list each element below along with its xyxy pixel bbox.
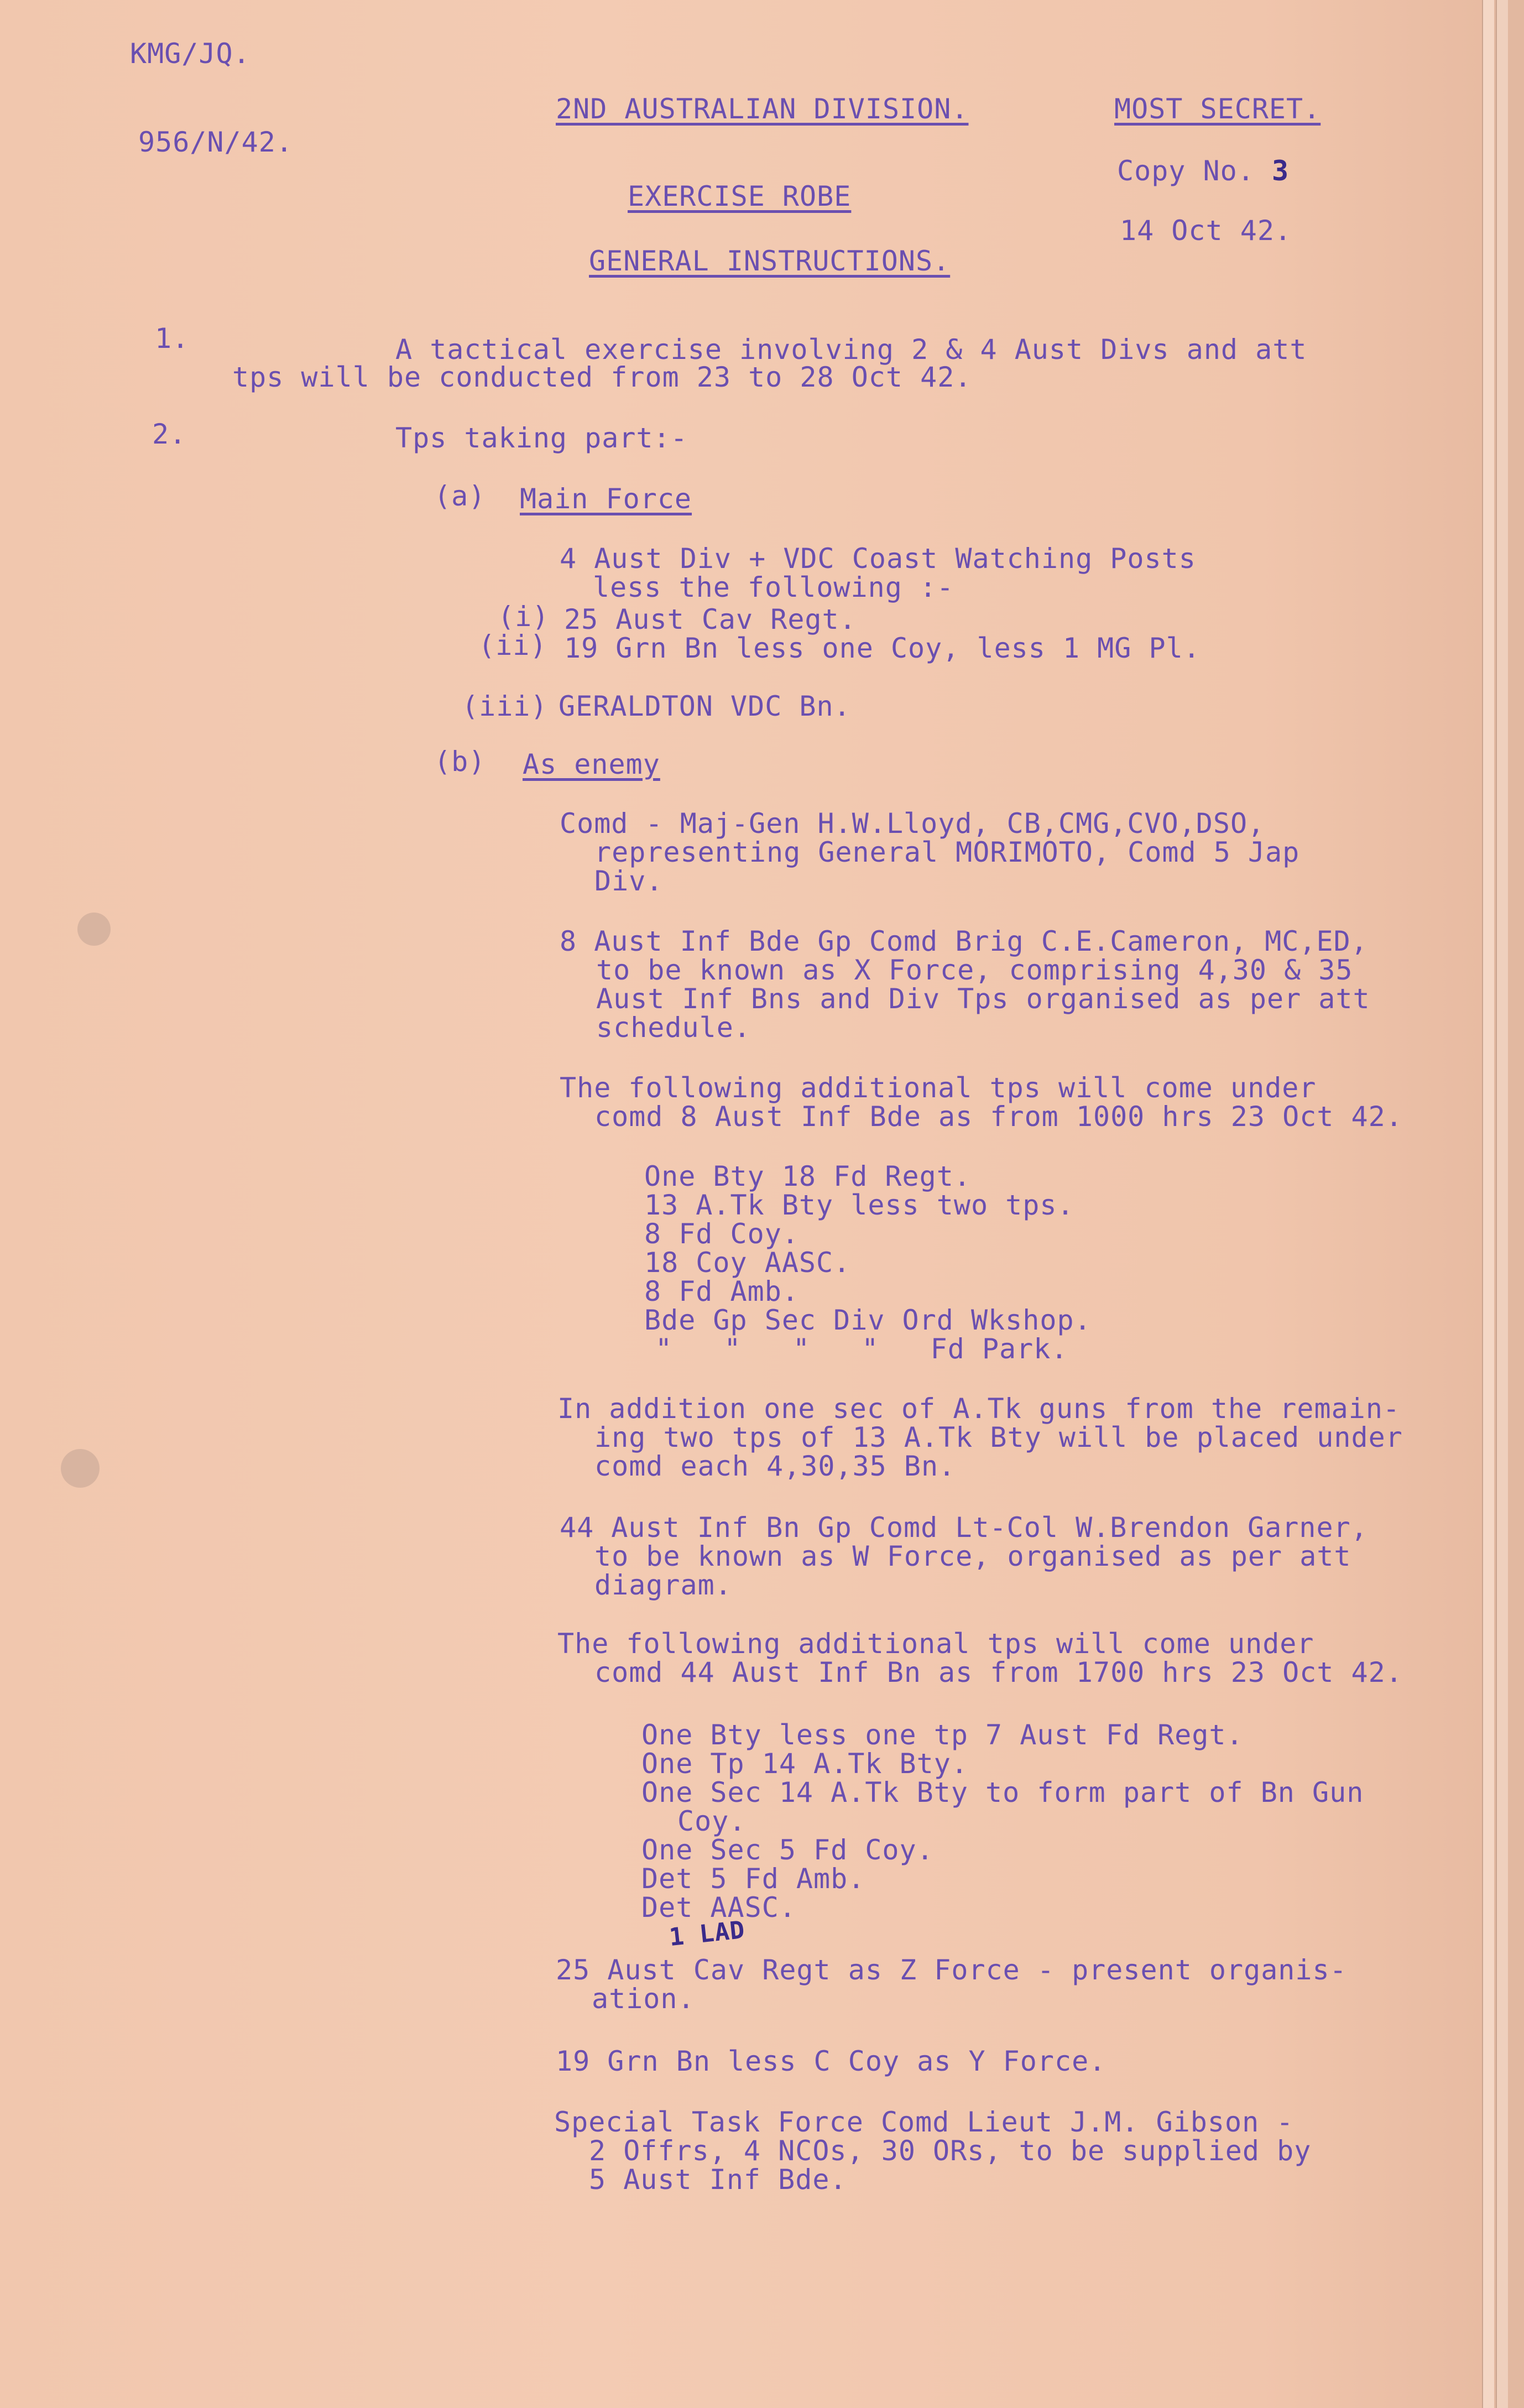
y-force-line: 19 Grn Bn less C Coy as Y Force. bbox=[556, 2045, 1107, 2077]
enemy-comd-line: representing General MORIMOTO, Comd 5 Jap bbox=[594, 836, 1300, 868]
x-tps-item: One Bty 18 Fd Regt. bbox=[644, 1160, 971, 1192]
enemy-heading: As enemy bbox=[523, 748, 660, 780]
para-1-number: 1. bbox=[155, 322, 190, 355]
x-tps-item: Bde Gp Sec Div Ord Wkshop. bbox=[644, 1304, 1092, 1336]
para-2-intro: Tps taking part:- bbox=[395, 422, 688, 454]
w-tps-item: One Tp 14 A.Tk Bty. bbox=[641, 1748, 968, 1780]
para-1-line: A tactical exercise involving 2 & 4 Aust Divs and att bbox=[395, 333, 1307, 366]
punch-hole bbox=[77, 913, 111, 946]
item-ii-number: (ii) bbox=[478, 629, 547, 661]
x-tps-item: " " " " Fd Park. bbox=[655, 1333, 1068, 1365]
item-i-number: (i) bbox=[498, 601, 550, 633]
x-additional-line: The following additional tps will come under bbox=[560, 1072, 1317, 1104]
page-edge bbox=[1496, 0, 1508, 2408]
enemy-comd-line: Comd - Maj-Gen H.W.Lloyd, CB,CMG,CVO,DSO, bbox=[560, 807, 1265, 840]
x-atk-line: comd each 4,30,35 Bn. bbox=[594, 1450, 956, 1482]
w-tps-item: One Bty less one tp 7 Aust Fd Regt. bbox=[641, 1719, 1244, 1751]
x-tps-item: 18 Coy AASC. bbox=[644, 1247, 851, 1279]
z-force-line: 25 Aust Cav Regt as Z Force - present organis- bbox=[556, 1954, 1347, 1986]
x-additional-line: comd 8 Aust Inf Bde as from 1000 hrs 23 Oct 42. bbox=[594, 1101, 1403, 1133]
copy-label: Copy No. bbox=[1117, 155, 1255, 187]
special-task-line: 2 Offrs, 4 NCOs, 30 ORs, to be supplied by bbox=[589, 2135, 1312, 2167]
w-force-line: diagram. bbox=[594, 1569, 732, 1601]
item-iii-number: (iii) bbox=[462, 690, 548, 722]
item-ii-text: 19 Grn Bn less one Coy, less 1 MG Pl. bbox=[564, 632, 1201, 664]
copy-number: 3 bbox=[1271, 155, 1290, 187]
document-date: 14 Oct 42. bbox=[1120, 215, 1292, 247]
enemy-comd-line: Div. bbox=[594, 865, 664, 897]
file-number: 956/N/42. bbox=[138, 126, 293, 158]
x-tps-item: 8 Fd Coy. bbox=[644, 1218, 799, 1250]
w-force-line: to be known as W Force, organised as per att bbox=[594, 1540, 1351, 1572]
main-force-line: less the following :- bbox=[593, 571, 954, 603]
x-force-line: Aust Inf Bns and Div Tps organised as per att bbox=[596, 983, 1370, 1015]
item-i-text: 25 Aust Cav Regt. bbox=[564, 603, 857, 635]
x-atk-line: ing two tps of 13 A.Tk Bty will be placed under bbox=[594, 1421, 1403, 1453]
special-task-line: Special Task Force Comd Lieut J.M. Gibson - bbox=[554, 2106, 1294, 2138]
main-force-line: 4 Aust Div + VDC Coast Watching Posts bbox=[560, 543, 1196, 575]
division-heading: 2ND AUSTRALIAN DIVISION. bbox=[556, 93, 969, 125]
x-atk-line: In addition one sec of A.Tk guns from the remain- bbox=[557, 1393, 1401, 1425]
w-tps-item: Det AASC. bbox=[641, 1891, 796, 1924]
sub-para-a-label: (a) bbox=[434, 480, 486, 512]
para-1-line: tps will be conducted from 23 to 28 Oct 42. bbox=[232, 361, 972, 393]
sub-para-b-label: (b) bbox=[434, 746, 486, 778]
para-2-number: 2. bbox=[152, 418, 187, 450]
main-force-heading: Main Force bbox=[520, 483, 692, 515]
x-force-line: to be known as X Force, comprising 4,30 & 35 bbox=[596, 954, 1353, 986]
handwritten-annotation: 1 LAD bbox=[667, 1915, 747, 1952]
reference-code: KMG/JQ. bbox=[130, 38, 250, 70]
w-tps-item: One Sec 14 A.Tk Bty to form part of Bn Gun bbox=[641, 1776, 1364, 1808]
x-tps-item: 8 Fd Amb. bbox=[644, 1275, 799, 1307]
punch-hole bbox=[61, 1449, 100, 1488]
document-subtitle: GENERAL INSTRUCTIONS. bbox=[589, 245, 951, 277]
security-classification: MOST SECRET. bbox=[1114, 93, 1321, 125]
w-tps-item: Coy. bbox=[677, 1805, 747, 1837]
special-task-line: 5 Aust Inf Bde. bbox=[589, 2164, 847, 2196]
z-force-line: ation. bbox=[592, 1983, 695, 2015]
w-additional-line: comd 44 Aust Inf Bn as from 1700 hrs 23 Oct 42. bbox=[594, 1656, 1403, 1688]
w-tps-item: Det 5 Fd Amb. bbox=[641, 1863, 865, 1895]
x-tps-item: 13 A.Tk Bty less two tps. bbox=[644, 1189, 1074, 1221]
exercise-title: EXERCISE ROBE bbox=[628, 180, 852, 212]
x-force-line: 8 Aust Inf Bde Gp Comd Brig C.E.Cameron, MC,ED, bbox=[560, 925, 1368, 957]
w-additional-line: The following additional tps will come under bbox=[557, 1628, 1314, 1660]
page-edge bbox=[1482, 0, 1494, 2408]
item-iii-text: GERALDTON VDC Bn. bbox=[559, 690, 851, 722]
copy-number-label bbox=[1117, 156, 1289, 186]
x-force-line: schedule. bbox=[596, 1012, 751, 1044]
w-tps-item: One Sec 5 Fd Coy. bbox=[641, 1834, 934, 1866]
w-force-line: 44 Aust Inf Bn Gp Comd Lt-Col W.Brendon Garner, bbox=[560, 1511, 1368, 1544]
